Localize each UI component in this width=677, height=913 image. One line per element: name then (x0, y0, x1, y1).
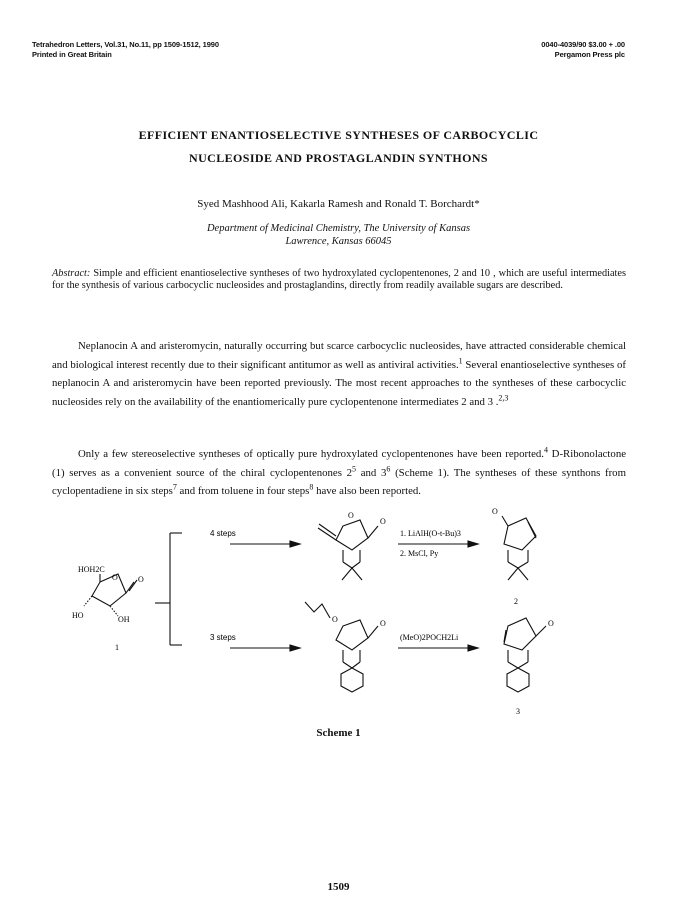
ring-oxygen-bottom: O (332, 615, 338, 624)
printed-note: Printed in Great Britain (32, 50, 112, 59)
ref-6: 6 (386, 463, 391, 473)
reagent-top-1: 1. LiAlH(O-t-Bu)3 (400, 529, 461, 538)
compound-3-structure (504, 618, 546, 692)
title-line-1: EFFICIENT ENANTIOSELECTIVE SYNTHESES OF CARBOCYCLIC (138, 128, 539, 142)
page-number: 1509 (327, 881, 350, 893)
abstract (52, 268, 626, 291)
compound-1-structure (84, 574, 137, 616)
paragraph-2 (52, 445, 626, 501)
ref-5: 5 (352, 463, 356, 473)
paragraph-1 (52, 337, 626, 411)
ref-2-3: 2,3 (498, 392, 509, 402)
affiliation-line-2: Lawrence, Kansas 66045 (285, 236, 392, 247)
carbonyl-oxygen-top: O (380, 517, 386, 526)
carbonyl-oxygen-3: O (548, 619, 554, 628)
paragraph-2-text-d: (Scheme 1). The syntheses of these synthons from cyclopentadiene in six steps (52, 466, 626, 497)
authors: Syed Mashhood Ali, Kakarla Ramesh and Ronald T. Borchardt* (197, 198, 480, 210)
bottom-intermediate-structure (305, 602, 378, 692)
reagent-top-2: 2. MsCl, Py (400, 549, 439, 558)
ho-label: HO (72, 611, 84, 620)
scheme-1-diagram (60, 500, 620, 725)
ref-1: 1 (458, 355, 463, 365)
carbonyl-oxygen-bottom: O (380, 619, 386, 628)
ring-oxygen-top: O (348, 511, 354, 520)
paragraph-1-text-a: Neplanocin A and aristeromycin, naturally occurring but scarce carbocyclic nucleosides, have attracted considerable chemical and biological interest recently due to their significant antitumor as well as antiviral activities. (52, 340, 626, 371)
journal-citation: Tetrahedron Letters, Vol.31, No.11, pp 1509-1512, 1990 (32, 40, 219, 49)
scheme-title: Scheme 1 (316, 727, 361, 739)
publisher: Pergamon Press plc (554, 50, 625, 59)
affiliation-line-1: Department of Medicinal Chemistry, The University of Kansas (206, 223, 471, 234)
compound-1-label: 1 (115, 643, 119, 652)
article-code: 0040-4039/90 $3.00 + .00 (541, 40, 625, 49)
paragraph-2-text-e: and from toluene in four steps (176, 485, 310, 497)
carbonyl-oxygen-1: O (138, 575, 144, 584)
reagent-bottom: (MeO)2POCH2Li (400, 633, 459, 642)
paragraph-2-text-b: D-Ribonolactone (1) serves as a convenient source of the chiral cyclopentenones 2 (52, 448, 627, 479)
ref-7: 7 (172, 482, 177, 492)
paragraph-2-text-f: have also been reported. (313, 485, 421, 497)
bottom-arrow-label: 3 steps (210, 633, 236, 642)
compound-2-structure (502, 516, 536, 580)
top-arrow-label: 4 steps (210, 529, 236, 538)
compound-3-label: 3 (516, 707, 520, 716)
ring-oxygen-1: O (112, 573, 118, 582)
paragraph-2-text-a: Only a few stereoselective syntheses of optically pure hydroxylated cyclopentenones have been reported. (78, 448, 544, 460)
oh-label: OH (118, 615, 130, 624)
paragraph-1-text-b: Several enantioselective syntheses of neplanocin A and aristeromycin have been reported previously. The most recent approaches to the syntheses of these carbocyclic nucleosides rely on the availability of the enantiomerically pure cyclopentenone intermediates 2 and 3 . (52, 358, 626, 408)
compound-2-label: 2 (514, 597, 518, 606)
carbonyl-oxygen-2: O (492, 507, 498, 516)
hoh2c-label: HOH2C (78, 565, 105, 574)
top-intermediate-structure (318, 520, 378, 580)
paragraph-2-text-c: and 3 (356, 466, 387, 479)
abstract-label: Abstract: (52, 268, 91, 279)
ref-4: 4 (543, 445, 548, 455)
ref-8: 8 (309, 482, 314, 492)
abstract-text: Simple and efficient enantioselective syntheses of two hydroxylated cyclopentenones, 2 and 10 , which are useful intermediates for the synthesis of various carbocyclic nucleosides and prostaglandins, directly from readily available sugars are described. (52, 268, 626, 291)
title-line-2: NUCLEOSIDE AND PROSTAGLANDIN SYNTHONS (189, 151, 488, 165)
